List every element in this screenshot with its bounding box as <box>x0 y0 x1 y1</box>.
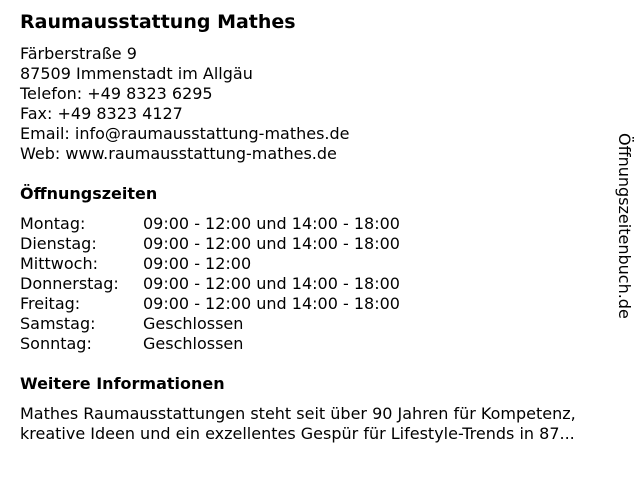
time-value: 09:00 - 12:00 und 14:00 - 18:00 <box>143 214 400 233</box>
time-value: 09:00 - 12:00 und 14:00 - 18:00 <box>143 294 400 313</box>
info-text: Mathes Raumausstattungen steht seit über 90 Jahren für Kompetenz, kreative Ideen und ein exzellentes Gespür für Lifestyle-Trends in 87... <box>20 404 576 443</box>
day-label: Mittwoch: <box>20 254 98 273</box>
hours-row-friday <box>20 294 620 314</box>
time-value: Geschlossen <box>143 314 244 333</box>
hours-table <box>20 214 620 354</box>
time-value: 09:00 - 12:00 und 14:00 - 18:00 <box>143 234 400 253</box>
side-label-wrapper <box>612 133 636 363</box>
fax-line: Fax: +49 8323 4127 <box>20 104 183 123</box>
day-label: Montag: <box>20 214 86 233</box>
address-street: Färberstraße 9 <box>20 44 137 63</box>
site-watermark-label: Öffnungszeitenbuch.de <box>615 133 634 319</box>
hours-heading: Öffnungszeiten <box>20 184 158 203</box>
hours-row-tuesday <box>20 234 620 254</box>
hours-row-monday <box>20 214 620 234</box>
hours-row-thursday <box>20 274 620 294</box>
time-value: Geschlossen <box>143 334 244 353</box>
day-label: Sonntag: <box>20 334 92 353</box>
info-heading: Weitere Informationen <box>20 374 225 393</box>
day-label: Samstag: <box>20 314 96 333</box>
time-value: 09:00 - 12:00 und 14:00 - 18:00 <box>143 274 400 293</box>
business-card <box>20 10 620 444</box>
time-value: 09:00 - 12:00 <box>143 254 252 273</box>
hours-row-saturday <box>20 314 620 334</box>
phone-line: Telefon: +49 8323 6295 <box>20 84 213 103</box>
email-line: Email: info@raumausstattung-mathes.de <box>20 124 350 143</box>
hours-row-sunday <box>20 334 620 354</box>
day-label: Dienstag: <box>20 234 97 253</box>
day-label: Donnerstag: <box>20 274 119 293</box>
address-city: 87509 Immenstadt im Allgäu <box>20 64 253 83</box>
web-line: Web: www.raumausstattung-mathes.de <box>20 144 337 163</box>
day-label: Freitag: <box>20 294 81 313</box>
hours-row-wednesday <box>20 254 620 274</box>
business-name: Raumausstattung Mathes <box>20 11 296 33</box>
